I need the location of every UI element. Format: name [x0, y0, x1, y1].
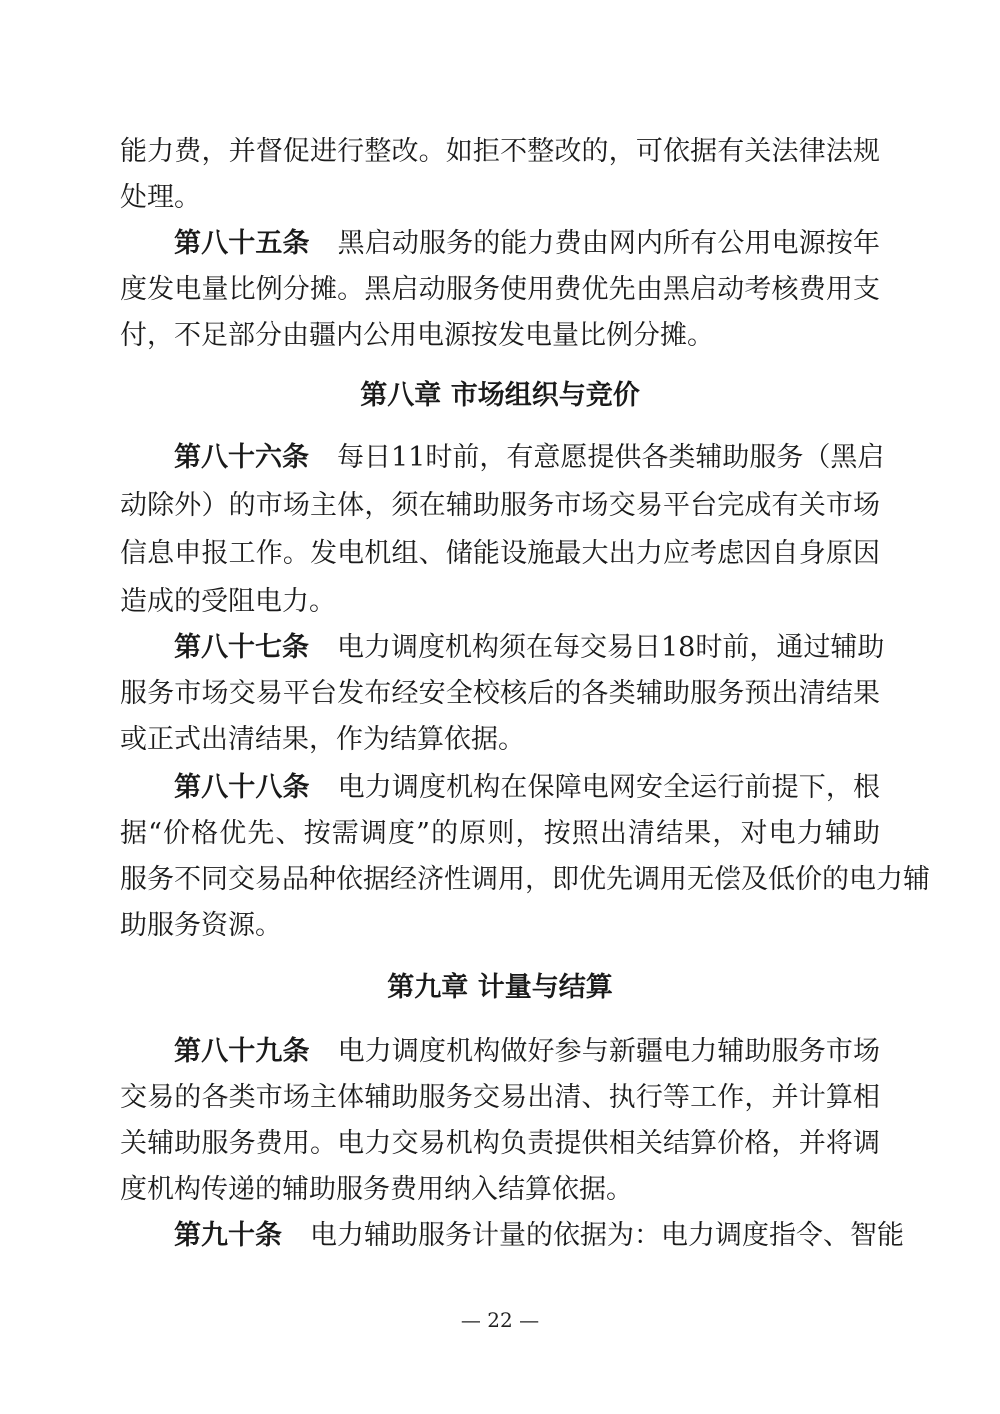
- article-number: 第八十七条: [174, 632, 309, 663]
- paragraph-line: 动除外）的市场主体，须在辅助服务市场交易平台完成有关市场: [120, 490, 880, 521]
- article-88-first-line: [174, 764, 880, 812]
- article-number: 第八十八条: [174, 772, 310, 803]
- article-text: 每日11时前，有意愿提供各类辅助服务（黑启: [337, 442, 885, 473]
- paragraph-line: 或正式出清结果，作为结算依据。: [120, 724, 525, 755]
- article-85-first-line: [174, 220, 880, 268]
- paragraph-line: 关辅助服务费用。电力交易机构负责提供相关结算价格，并将调: [120, 1128, 880, 1159]
- article-text: 黑启动服务的能力费由网内所有公用电源按年: [337, 228, 880, 259]
- paragraph-line: 造成的受阻电力。: [120, 586, 336, 617]
- article-number: 第八十九条: [174, 1036, 310, 1067]
- article-text: 电力辅助服务计量的依据为：电力调度指令、智能: [310, 1220, 904, 1251]
- article-86-first-line: [174, 434, 885, 482]
- paragraph-line: 付，不足部分由疆内公用电源按发电量比例分摊。: [120, 320, 714, 351]
- paragraph-line: 服务不同交易品种依据经济性调用，即优先调用无偿及低价的电力辅: [120, 864, 930, 895]
- article-text: 电力调度机构做好参与新疆电力辅助服务市场: [337, 1036, 880, 1067]
- article-number: 第八十六条: [174, 442, 309, 473]
- article-number: 第九十条: [174, 1220, 282, 1251]
- chapter-heading: 第九章 计量与结算: [387, 972, 613, 1003]
- paragraph-line: 交易的各类市场主体辅助服务交易出清、执行等工作，并计算相: [120, 1082, 880, 1113]
- chapter-heading: 第八章 市场组织与竞价: [360, 380, 640, 411]
- paragraph-line: 据“价格优先、按需调度”的原则，按照出清结果，对电力辅助: [120, 818, 880, 849]
- article-text: 电力调度机构须在每交易日18时前，通过辅助: [337, 632, 885, 663]
- paragraph-line: 度发电量比例分摊。黑启动服务使用费优先由黑启动考核费用支: [120, 274, 880, 305]
- paragraph-line: 助服务资源。: [120, 910, 282, 941]
- article-text: 电力调度机构在保障电网安全运行前提下，根: [337, 772, 880, 803]
- article-number: 第八十五条: [174, 228, 310, 259]
- paragraph-line: 处理。: [120, 182, 201, 213]
- paragraph-line: 能力费，并督促进行整改。如拒不整改的，可依据有关法律法规: [120, 136, 880, 167]
- article-90-first-line: [174, 1212, 904, 1260]
- article-89-first-line: [174, 1028, 880, 1076]
- paragraph-line: 度机构传递的辅助服务费用纳入结算依据。: [120, 1174, 633, 1205]
- paragraph-line: 信息申报工作。发电机组、储能设施最大出力应考虑因自身原因: [120, 538, 880, 569]
- page-number: — 22 —: [460, 1308, 540, 1332]
- article-87-first-line: [174, 624, 885, 672]
- paragraph-line: 服务市场交易平台发布经安全校核后的各类辅助服务预出清结果: [120, 678, 880, 709]
